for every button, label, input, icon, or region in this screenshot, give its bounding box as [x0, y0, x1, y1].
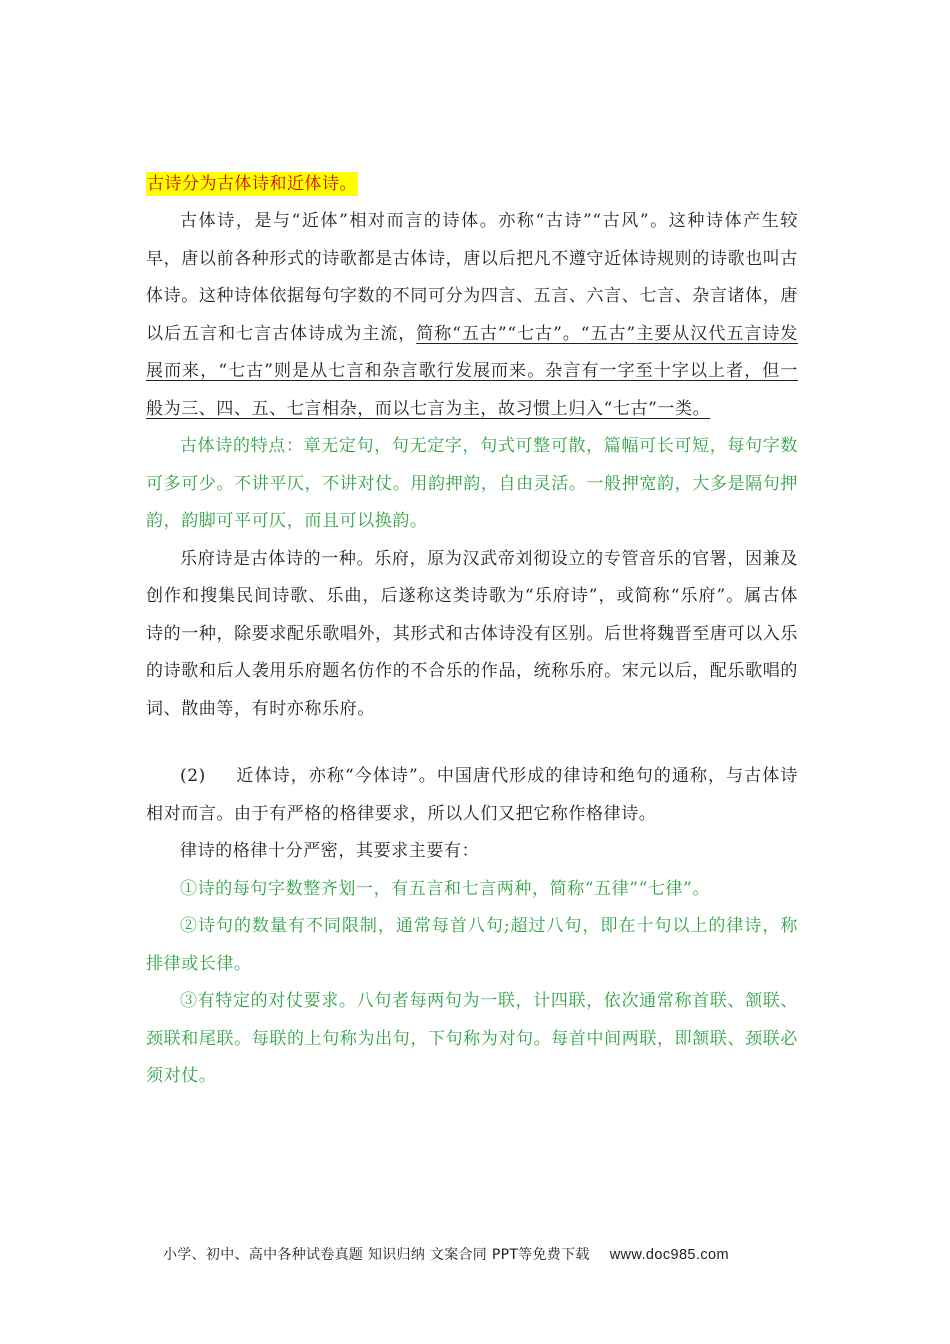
footer-site-link[interactable]: www.doc985.com — [609, 1247, 729, 1263]
paragraph-regulated-verse-intro: 律诗的格律十分严密，其要求主要有： — [180, 841, 480, 861]
paragraph-ancient-style-intro — [146, 203, 798, 428]
ancient-style-underlined-text: 简称“五古”“七古”。“五古”主要从汉代五言诗发展而来，“七古”则是从七言和杂言歌行发展而来。杂言有一字至十字以上者，但一般为三、四、五、七言相杂，而以七言为主，故习惯上归入“七古”一类。 — [146, 323, 798, 419]
rule-item-3: ③有特定的对仗要求。八句者每两句为一联，计四联，依次通常称首联、颔联、颈联和尾联。每联的上句称为出句，下句称为对句。每首中间两联，即颔联、颈联必须对仗。 — [146, 991, 798, 1086]
paragraph-ancient-style-features: 古体诗的特点：章无定句，句无定字，句式可整可散，篇幅可长可短，每句字数可多可少。不讲平仄，不讲对仗。用韵押韵，自由灵活。一般押宽韵，大多是隔句押韵，韵脚可平可仄，而且可以换韵。 — [146, 436, 798, 531]
page-footer — [163, 1244, 729, 1264]
footer-text: 小学、初中、高中各种试卷真题 知识归纳 文案合同 PPT等免费下载 — [163, 1247, 590, 1263]
section-heading: 古诗分为古体诗和近体诗。 — [147, 174, 357, 194]
document-body — [146, 172, 798, 1096]
ancient-style-intro-text: 古体诗，是与“近体”相对而言的诗体。亦称“古诗”“古风”。这种诗体产生较早，唐以前各种形式的诗歌都是古体诗，唐以后把凡不遵守近体诗规则的诗歌也叫古体诗。这种诗体依据每句字数的不同可分为四言、五言、六言、七言、杂言诸体，唐以后五言和七言古体诗成为主流， — [146, 211, 798, 344]
paragraph-gap — [146, 728, 798, 758]
rule-item-2: ②诗句的数量有不同限制，通常每首八句;超过八句，即在十句以上的律诗，称排律或长律。 — [146, 916, 798, 974]
heading-line — [146, 172, 798, 196]
section-number: (2) — [180, 766, 206, 786]
modern-style-text: 近体诗，亦称“今体诗”。中国唐代形成的律诗和绝句的通称，与古体诗相对而言。由于有严格的格律要求，所以人们又把它称作格律诗。 — [146, 766, 798, 824]
rule-item-1: ①诗的每句字数整齐划一，有五言和七言两种，简称“五律”“七律”。 — [180, 878, 710, 899]
paragraph-modern-style — [146, 758, 798, 833]
paragraph-yuefu: 乐府诗是古体诗的一种。乐府，原为汉武帝刘彻设立的专管音乐的官署，因兼及创作和搜集民间诗歌、乐曲，后遂称这类诗歌为“乐府诗”，或简称“乐府”。属古体诗的一种，除要求配乐歌唱外，其形式和古体诗没有区别。后世将魏晋至唐可以入乐的诗歌和后人袭用乐府题名仿作的不合乐的作品，统称乐府。宋元以后，配乐歌唱的词、散曲等，有时亦称乐府。 — [146, 548, 798, 719]
